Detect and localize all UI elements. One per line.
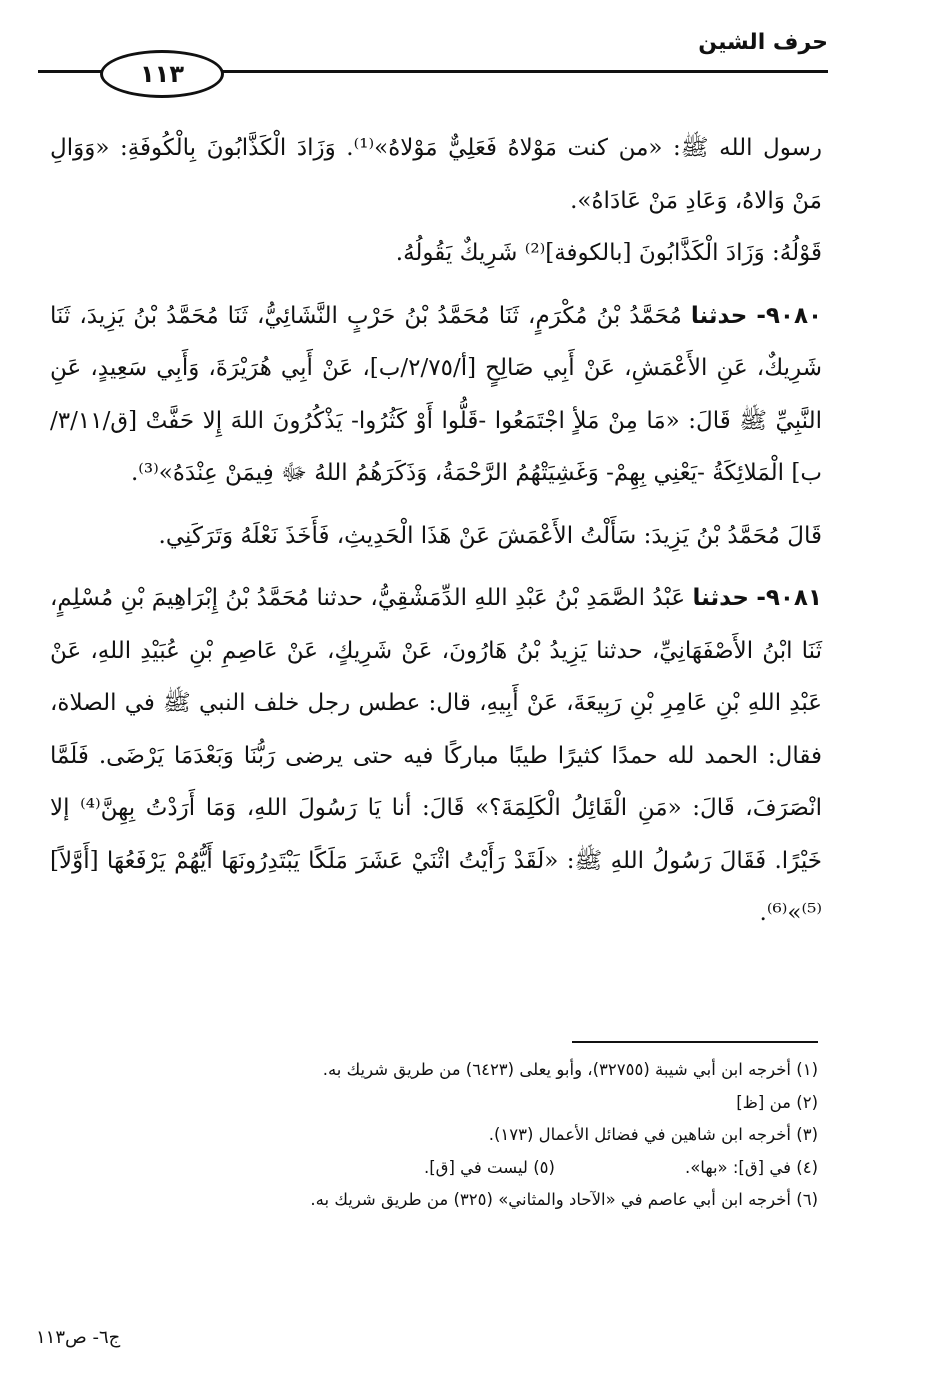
running-head: حرف الشين — [698, 30, 828, 55]
footnote-2: (٢) من [ظ] — [736, 1092, 818, 1112]
footnote-6: (٦) أخرجه ابن أبي عاصم في «الآحاد والمثاني» (٣٢٥) من طريق شريك به. — [310, 1190, 818, 1209]
main-text — [50, 122, 822, 940]
page-reference: ج٦- ص١١٣ — [36, 1327, 121, 1348]
footnote-divider — [572, 1041, 818, 1043]
paragraph-4: قَالَ مُحَمَّدُ بْنُ يَزِيدَ: سَأَلْتُ الأَعْمَشَ عَنْ هَذَا الْحَدِيثِ، فَأَخَذَ نَعْلَهُ وَتَرَكَنِي. — [158, 522, 822, 549]
hadith-number: ٩٠٨١- — [756, 585, 823, 611]
hadith-lead: حدثنا — [690, 302, 748, 329]
footnote-4: (٤) في [ق]: «بها». — [684, 1157, 818, 1177]
page-number-oval — [100, 50, 224, 98]
hadith-9080 — [50, 290, 822, 500]
hadith-text: مُحَمَّدُ بْنُ مُكْرَمٍ، ثَنَا مُحَمَّدُ بْنُ حَرْبٍ النَّشَائِيُّ، ثَنَا مُحَمَّدُ بْنُ يَزِيدَ، ثَنَا شَرِيكٌ، عَنِ الأَعْمَشِ، عَنْ أَبِي صَالِحٍ [أ/٢/٧٥/ب]، عَنْ أَبِي هُرَيْرَةَ، وَأَبِي سَعِيدٍ، عَنِ النَّبِيِّ ﷺ قَالَ: «مَا مِنْ مَلأٍ اجْتَمَعُوا -قَلُّوا أَوْ كَثُرُوا- يَذْكُرُونَ اللهَ إِلا حَفَّتْ [ق/٣/١١/ب] الْمَلائِكَةُ -يَعْنِي بِهِمْ- وَغَشِيَتْهُمُ الرَّحْمَةُ، وَذَكَرَهُمُ اللهُ ﷻ فِيمَنْ عِنْدَهُ»⁽³⁾. — [50, 302, 822, 486]
footnote-1: (١) أخرجه ابن أبي شيبة (٣٢٧٥٥)، وأبو يعلى (٦٤٢٣) من طريق شريك به. — [322, 1060, 818, 1079]
hadith-text: عَبْدُ الصَّمَدِ بْنُ عَبْدِ اللهِ الدِّمَشْقِيُّ، حدثنا مُحَمَّدُ بْنُ إِبْرَاهِيمَ بْنِ مُسْلِمٍ، ثَنَا ابْنُ الأَصْفَهَانِيِّ، حدثنا يَزِيدُ بْنُ هَارُونَ، عَنْ شَرِيكٍ، عَنْ عَاصِمِ بْنِ عُبَيْدِ اللهِ، عَنْ عَبْدِ اللهِ بْنِ عَامِرِ بْنِ رَبِيعَةَ، عَنْ أَبِيهِ، قال: عطس رجل خلف النبي ﷺ في الصلاة، فقال: الحمد لله حمدًا كثيرًا طيبًا مباركًا فيه حتى يرضى رَبُّنَا وَبَعْدَمَا يَرْضَى. فَلَمَّا انْصَرَفَ، قَالَ: «مَنِ الْقَائِلُ الْكَلِمَةَ؟» قَالَ: أنا يَا رَسُولَ اللهِ، وَمَا أَرَدْتُ بِهِنَّ⁽⁴⁾ إلا خَيْرًا. فَقَالَ رَسُولُ اللهِ ﷺ: «لَقَدْ رَأَيْتُ اثْنَيْ عَشَرَ مَلَكًا يَبْتَدِرُونَهَا أَيُّهُمْ يَرْفَعُهَا [أَوَّلاً]⁽⁵⁾»⁽⁶⁾. — [50, 585, 822, 926]
footnote-5: (٥) ليست في [ق]. — [423, 1157, 555, 1177]
hadith-number: ٩٠٨٠- — [756, 302, 823, 329]
hadith-9081 — [50, 572, 822, 940]
footnotes — [150, 1054, 818, 1217]
paragraph-1: رسول الله ﷺ: «من كنت مَوْلاهُ فَعَلِيٌّ مَوْلاهُ»⁽¹⁾. وَزَادَ الْكَذَّابُونَ بِالْكُوفَةِ: «وَوَالِ مَنْ وَالاهُ، وَعَادِ مَنْ عَادَاهُ». — [50, 135, 823, 214]
page-number: ١١٣ — [140, 60, 184, 88]
footnote-3: (٣) أخرجه ابن شاهين في فضائل الأعمال (١٧٣). — [488, 1125, 818, 1144]
hadith-lead: حدثنا — [692, 585, 749, 611]
footnote-row-4-5 — [150, 1152, 818, 1185]
page-header — [38, 28, 828, 98]
paragraph-2: قَوْلُهُ: وَزَادَ الْكَذَّابُونَ [بالكوفة]⁽²⁾ شَرِيكٌ يَقُولُهُ. — [395, 240, 822, 266]
